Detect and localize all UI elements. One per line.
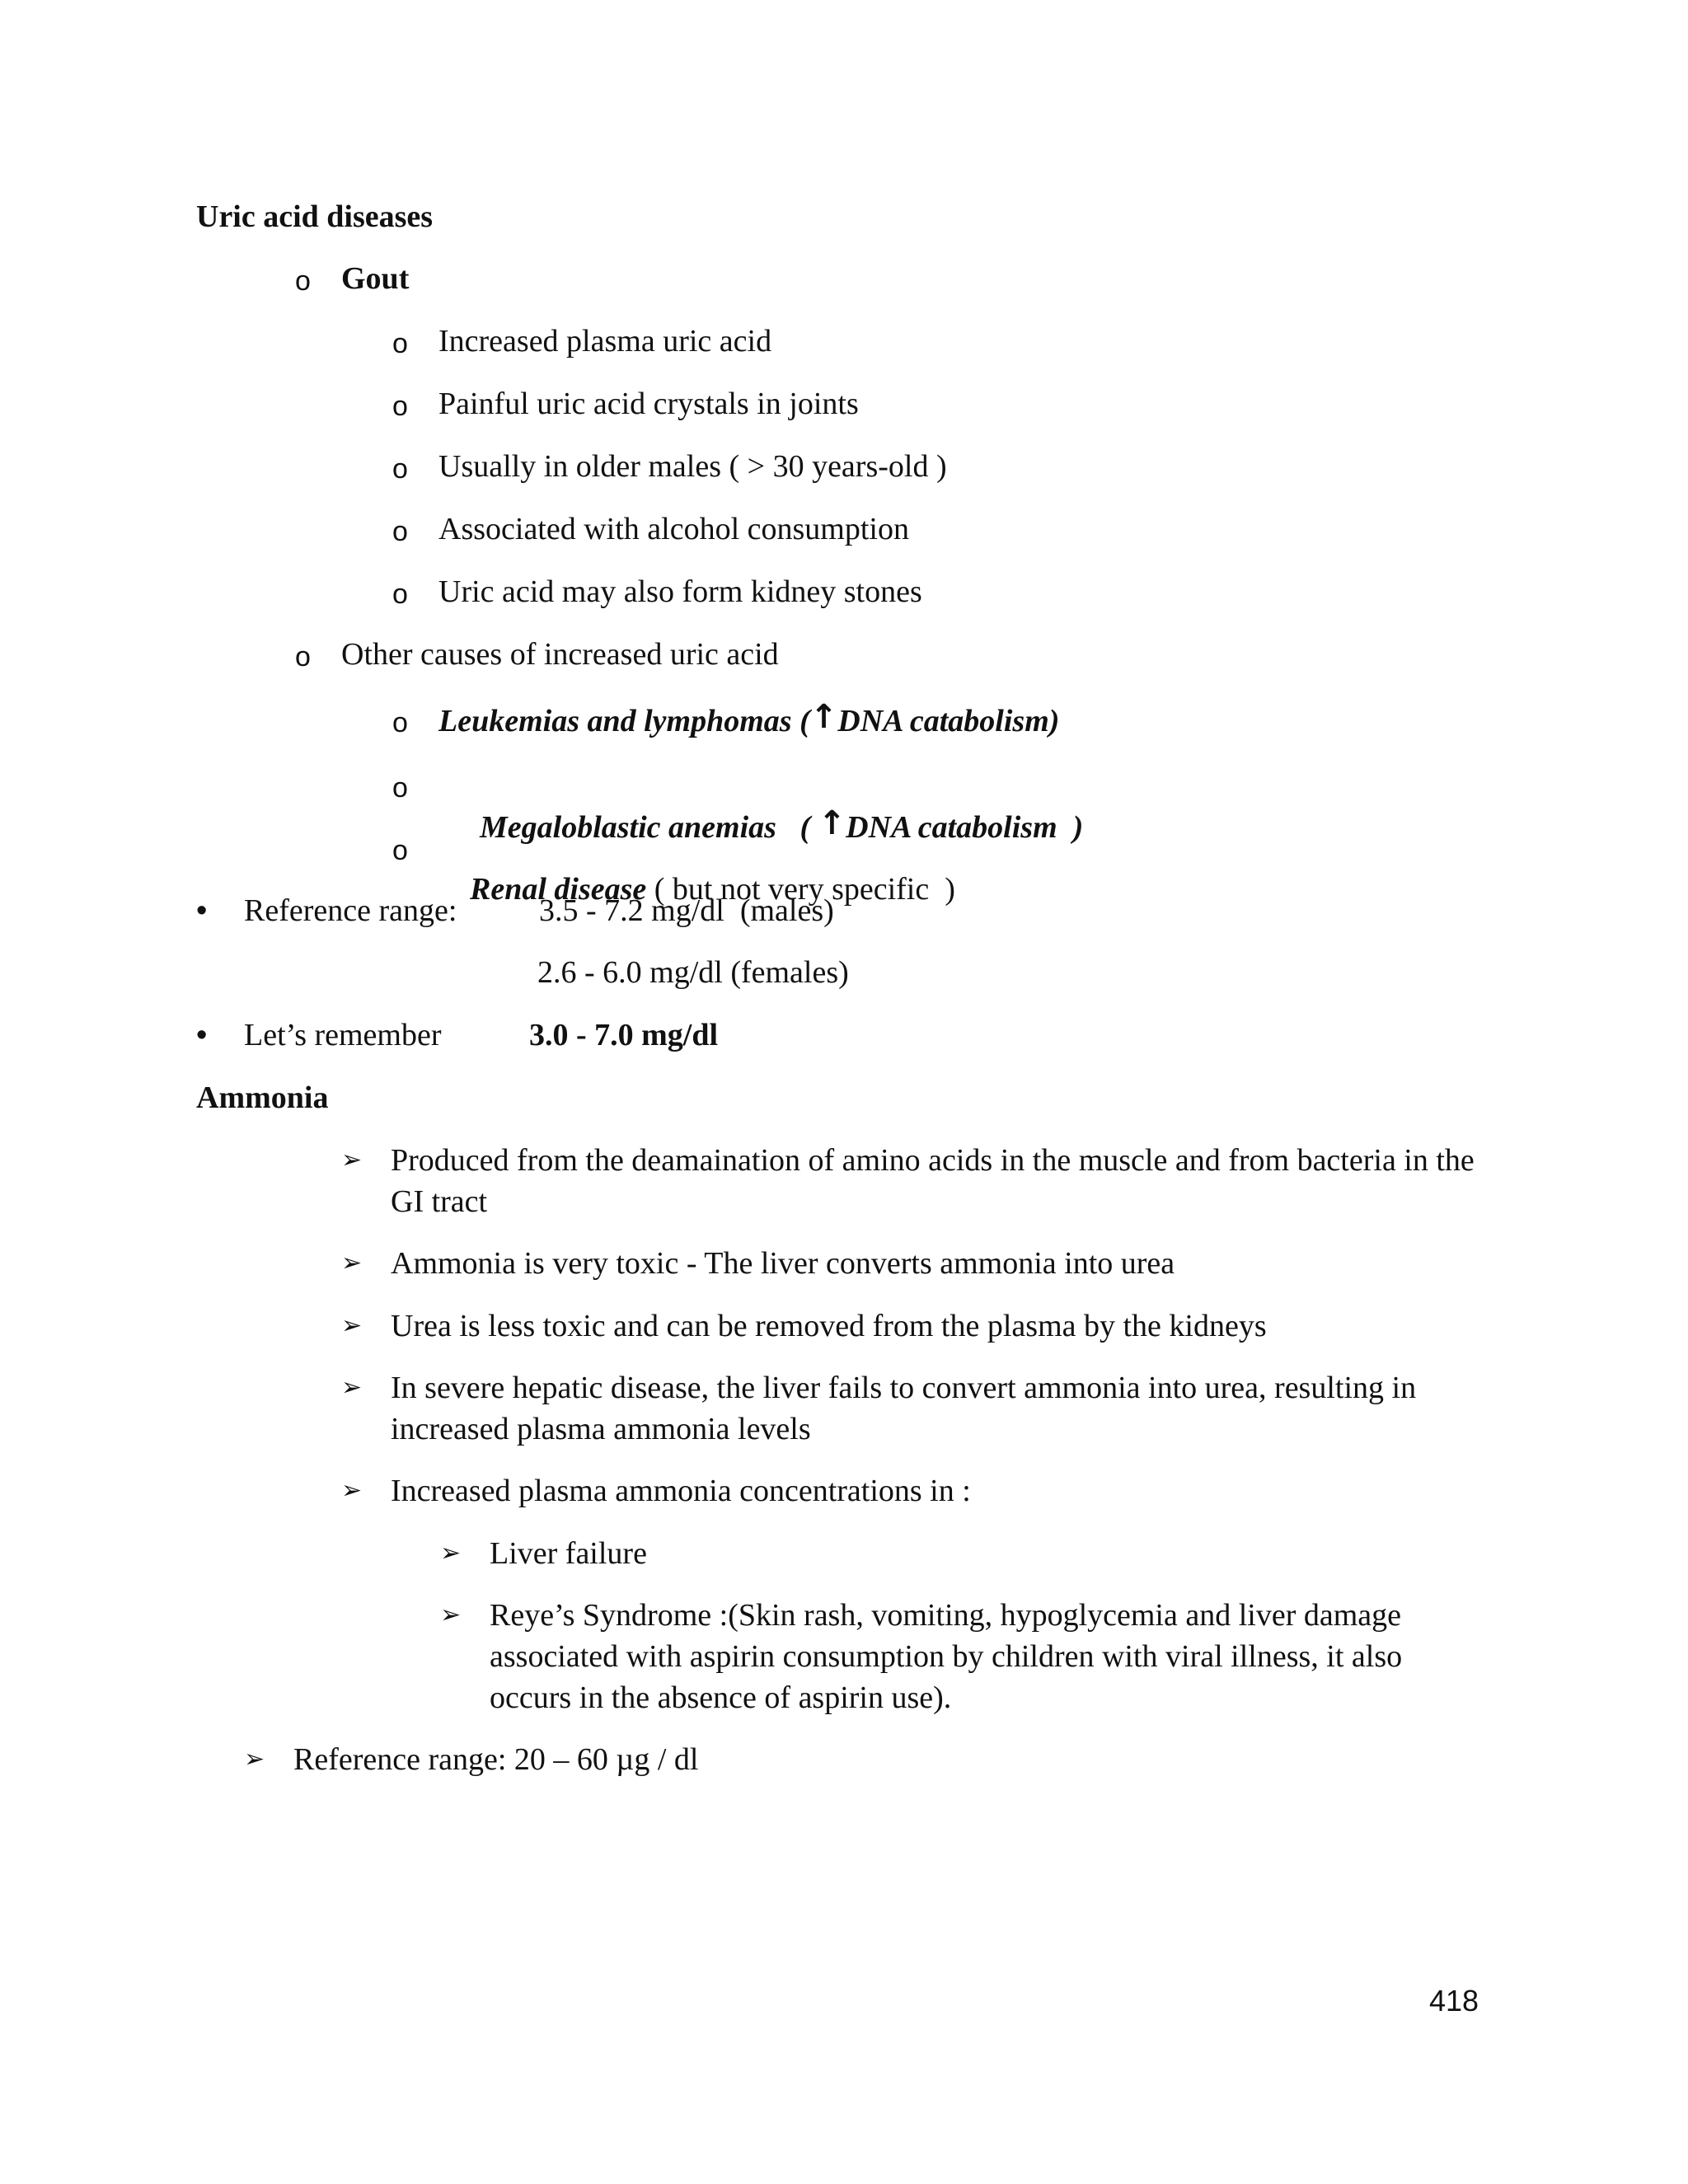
leukemias-text: Leukemias and lymphomas ( xyxy=(438,704,810,738)
arrow-bullet-icon: ➢ xyxy=(440,1601,462,1629)
arrow-bullet-icon: ➢ xyxy=(440,1539,462,1568)
remember-value: 3.0 - 7.0 mg/dl xyxy=(529,1018,719,1052)
list-marker: o xyxy=(392,835,408,866)
list-item: Associated with alcohol consumption xyxy=(438,512,909,546)
bullet-marker: • xyxy=(196,893,208,928)
list-item: Increased plasma ammonia concentrations in : xyxy=(391,1474,971,1508)
list-marker: o xyxy=(392,391,408,422)
list-marker: o xyxy=(392,453,408,485)
list-item: Produced from the deamaination of amino acids in the muscle and from bacteria in the GI tract xyxy=(391,1143,1475,1219)
renal-disease-note: ( but not very specific ) xyxy=(646,872,955,907)
reference-range-label: Reference range: xyxy=(244,893,457,928)
arrow-bullet-icon: ➢ xyxy=(341,1476,363,1505)
arrow-bullet-icon: ➢ xyxy=(341,1311,363,1340)
list-marker: o xyxy=(392,579,408,610)
list-item: In severe hepatic disease, the liver fails to convert ammonia into urea, resulting in increased plasma ammonia levels xyxy=(391,1371,1417,1446)
list-item: Ammonia is very toxic - The liver converts ammonia into urea xyxy=(391,1246,1175,1281)
sub-list-item: Liver failure xyxy=(490,1536,647,1571)
list-item-leukemias xyxy=(438,700,1059,742)
leukemias-suffix: DNA catabolism) xyxy=(837,704,1060,738)
arrow-bullet-icon: ➢ xyxy=(341,1249,363,1277)
list-marker: o xyxy=(392,772,408,804)
list-marker: o xyxy=(295,265,311,297)
list-item: Painful uric acid crystals in joints xyxy=(438,387,859,421)
reference-range-males: 3.5 - 7.2 mg/dl (males) xyxy=(539,893,834,928)
list-item-renal xyxy=(438,827,955,951)
other-causes-title: Other causes of increased uric acid xyxy=(341,637,779,672)
list-marker: o xyxy=(392,328,408,359)
bullet-marker: • xyxy=(196,1018,208,1052)
remember-label: Let’s remember xyxy=(244,1018,442,1052)
list-marker: o xyxy=(392,516,408,547)
section-heading-uric-acid: Uric acid diseases xyxy=(196,199,434,234)
arrow-bullet-icon: ➢ xyxy=(341,1146,363,1174)
megaloblastic-text: Megaloblastic anemias ( xyxy=(480,810,818,845)
ammonia-reference-range: Reference range: 20 – 60 µg / dl xyxy=(293,1742,699,1777)
megaloblastic-suffix: DNA catabolism ) xyxy=(846,810,1084,845)
up-arrow-icon: ↑ xyxy=(809,698,838,736)
arrow-bullet-icon: ➢ xyxy=(341,1373,363,1402)
up-arrow-icon: ↑ xyxy=(818,804,846,842)
page-number: 418 xyxy=(1429,1984,1479,2018)
renal-disease-text: Renal disease xyxy=(470,872,647,907)
list-item: Urea is less toxic and can be removed from the plasma by the kidneys xyxy=(391,1309,1267,1343)
section-heading-ammonia: Ammonia xyxy=(196,1080,329,1115)
list-marker: o xyxy=(392,707,408,738)
reference-range-females: 2.6 - 6.0 mg/dl (females) xyxy=(537,955,849,990)
list-item: Usually in older males ( > 30 years-old ) xyxy=(438,449,947,484)
list-item: Uric acid may also form kidney stones xyxy=(438,574,922,609)
sub-list-item: Reye’s Syndrome :(Skin rash, vomiting, hypoglycemia and liver damage associated with aspirin consumption by children with viral illness, it also occurs in the absence of aspirin use). xyxy=(490,1598,1403,1715)
list-item: Increased plasma uric acid xyxy=(438,324,772,359)
gout-title: Gout xyxy=(341,261,410,296)
list-marker: o xyxy=(295,641,311,673)
arrow-bullet-icon: ➢ xyxy=(244,1745,265,1774)
